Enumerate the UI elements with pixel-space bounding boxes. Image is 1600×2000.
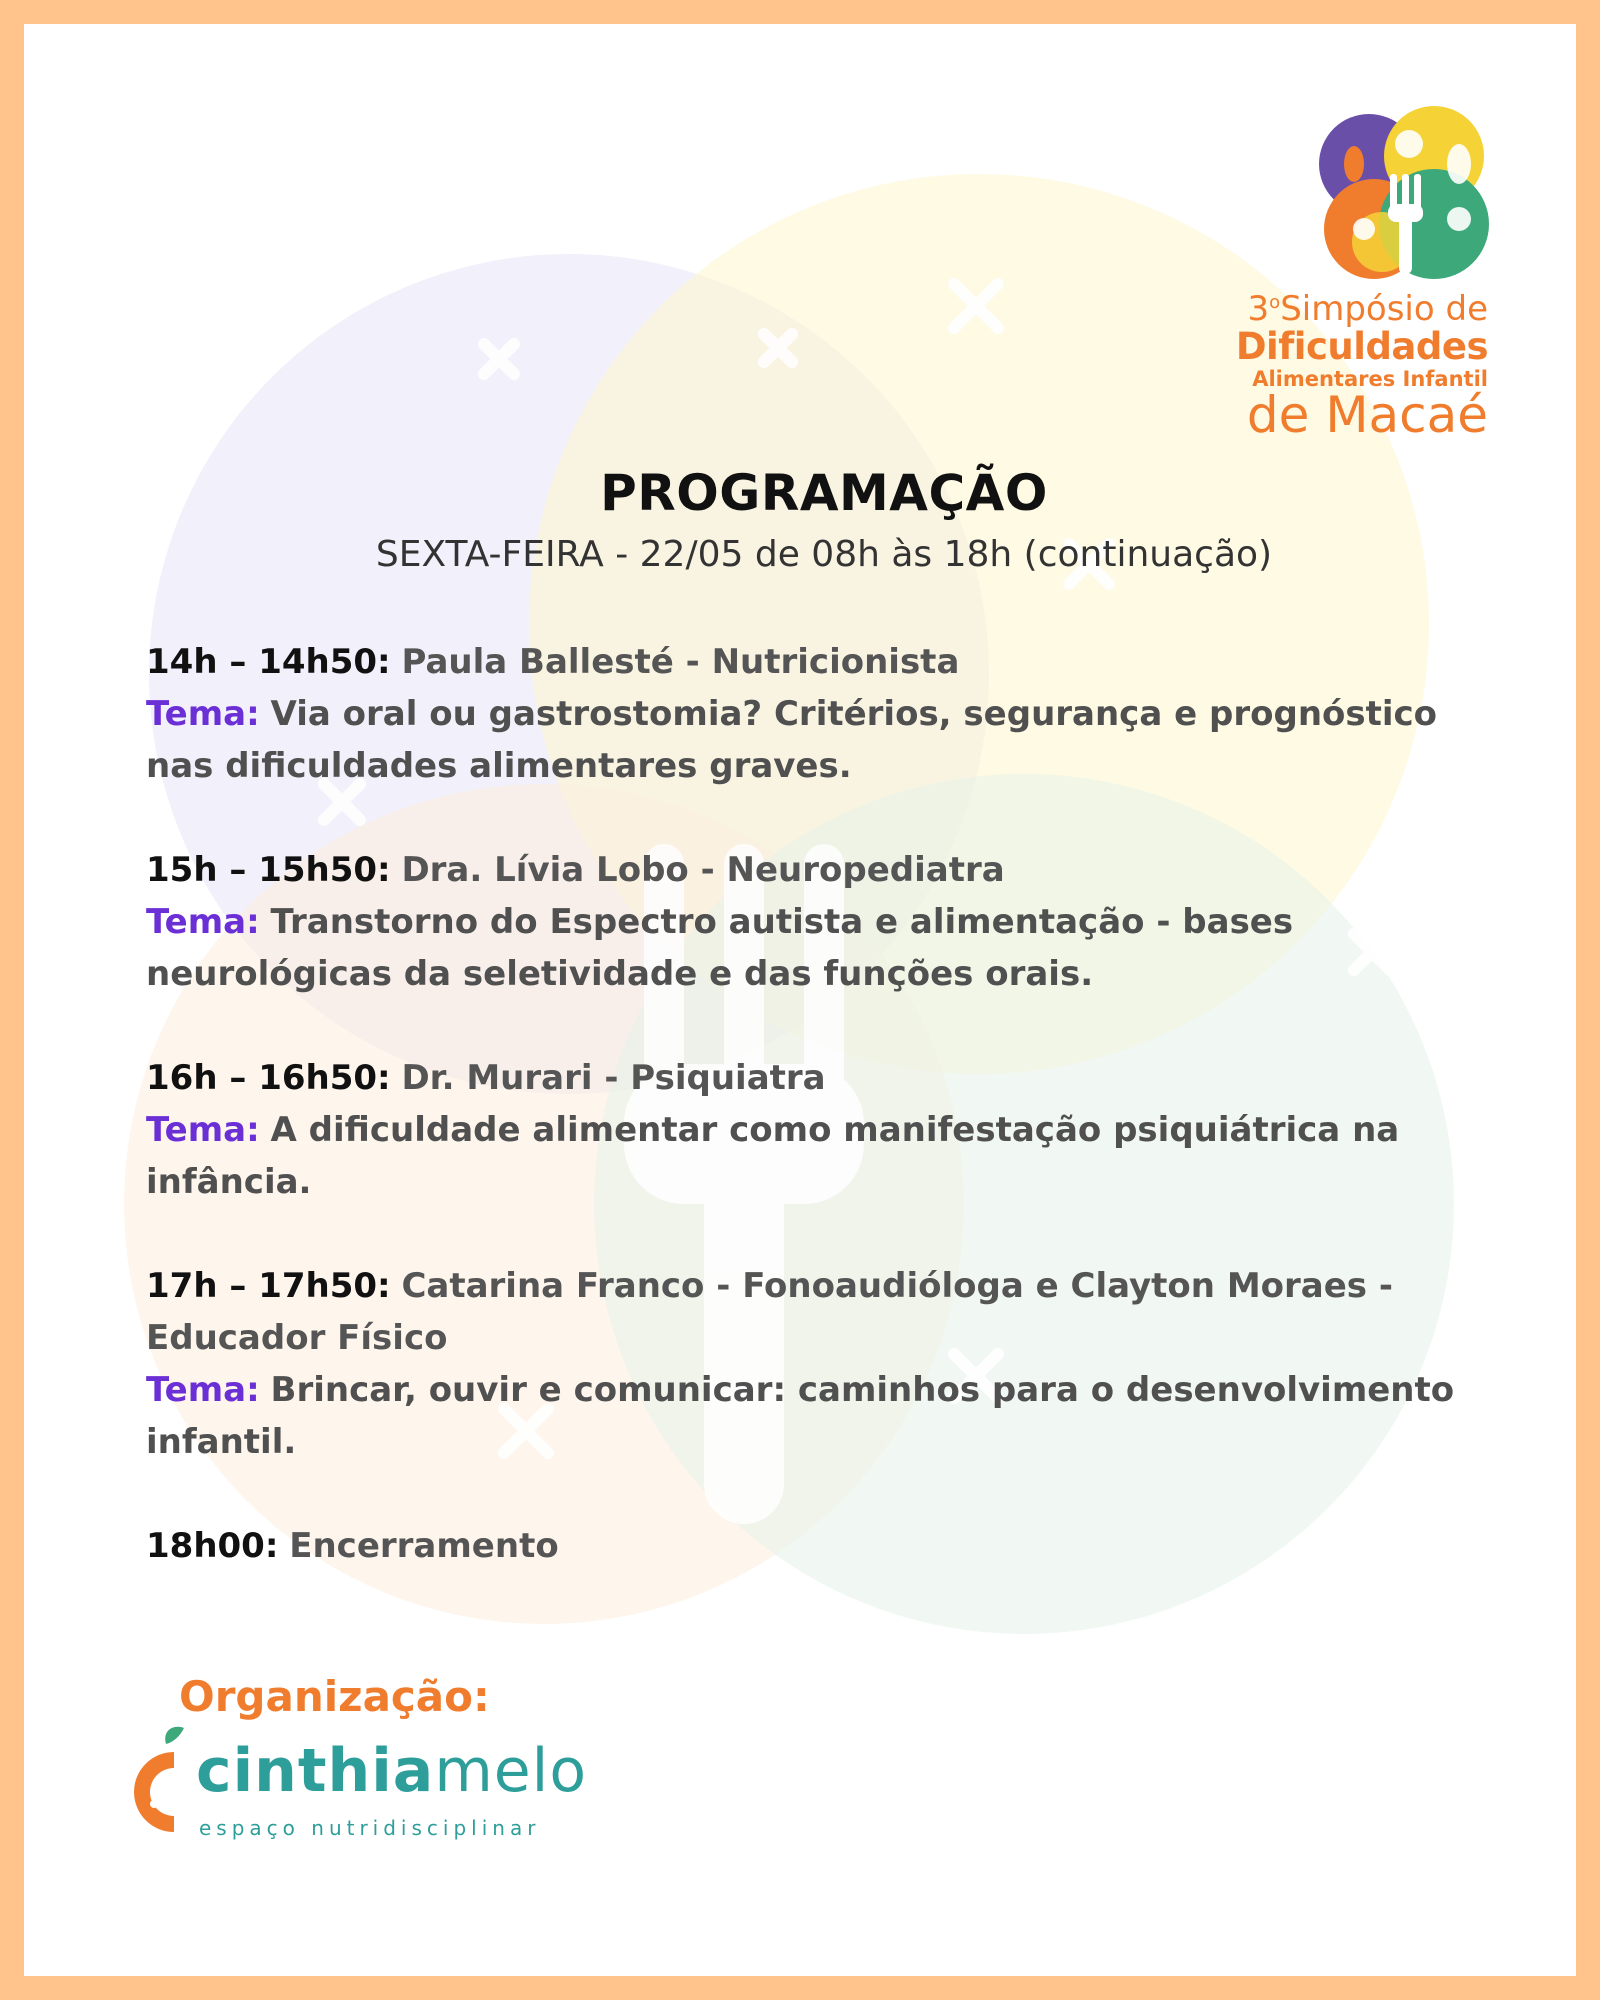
schedule-entry	[146, 1052, 1516, 1208]
event-logo	[1314, 104, 1504, 284]
event-line4: de Macaé	[1246, 386, 1488, 444]
entry-tema-label: Tema:	[146, 1110, 260, 1150]
entry-tema: Via oral ou gastrostomia? Critérios, segurança e prognóstico nas dificuldades alimentares graves.	[146, 694, 1438, 786]
schedule-entry	[146, 1260, 1516, 1468]
organization-name: cinthiamelo	[196, 1736, 588, 1806]
entry-time: 16h – 16h50:	[146, 1058, 391, 1098]
entry-speaker: Catarina Franco - Fonoaudióloga e Clayton Moraes - Educador Físico	[146, 1266, 1393, 1358]
page-subtitle: SEXTA-FEIRA - 22/05 de 08h às 18h (continuação)	[375, 534, 1273, 575]
entry-tema: A dificuldade alimentar como manifestação psiquiátrica na infância.	[146, 1110, 1400, 1202]
schedule-entry	[146, 1520, 1516, 1572]
entry-time: 14h – 14h50:	[146, 642, 391, 682]
entry-time: 17h – 17h50:	[146, 1266, 391, 1306]
entry-tema: Brincar, ouvir e comunicar: caminhos para o desenvolvimento infantil.	[146, 1370, 1455, 1462]
entry-time: 15h – 15h50:	[146, 850, 391, 890]
entry-speaker: Paula Ballesté - Nutricionista	[401, 642, 960, 682]
entry-speaker: Dra. Lívia Lobo - Neuropediatra	[401, 850, 1005, 890]
event-line2: Dificuldades	[1235, 325, 1488, 368]
schedule-entry	[146, 636, 1516, 792]
event-line3: Alimentares Infantil	[1252, 367, 1488, 391]
entry-time: 18h00:	[146, 1526, 279, 1566]
organization-label: Organização:	[179, 1672, 490, 1721]
event-line1: 3$^o$Simpósio de	[1247, 289, 1488, 329]
entry-tema-label: Tema:	[146, 902, 260, 942]
event-name	[1235, 289, 1488, 444]
schedule-list	[146, 636, 1516, 1624]
entry-speaker: Encerramento	[289, 1526, 559, 1566]
schedule-entry	[146, 844, 1516, 1000]
entry-tema-label: Tema:	[146, 1370, 260, 1410]
entry-tema-label: Tema:	[146, 694, 260, 734]
organization-tagline: espaço nutridisciplinar	[199, 1816, 541, 1840]
entry-speaker: Dr. Murari - Psiquiatra	[401, 1058, 826, 1098]
entry-tema: Transtorno do Espectro autista e alimentação - bases neurológicas da seletividade e das funções orais.	[146, 902, 1294, 994]
page-title: PROGRAMAÇÃO	[600, 464, 1048, 522]
